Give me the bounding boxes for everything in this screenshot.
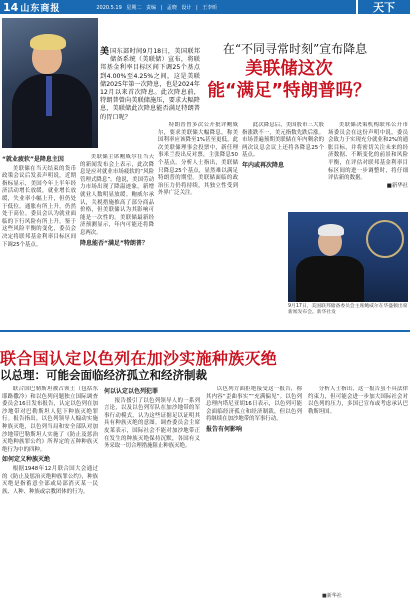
photo-seal-shape: [366, 220, 404, 258]
header-bar: [0, 0, 356, 14]
subhead-why-crime: 何以认定以色列犯罪: [104, 388, 159, 395]
photo-figure-body: [12, 74, 92, 148]
story1-column-1: [2, 154, 76, 326]
section-name: 山东商报: [20, 3, 61, 14]
column-text: 以色列方面拒绝接受这一报告，称其内容“歪曲事实”“充满偏见”。以色列总理内塔尼亚胡16日表示，以色列可能会面临经济孤立和经济制裁，但以色列将继续在加沙地带的军事行动。: [206, 386, 302, 423]
column-text: 报告援引了以色列领导人的一系列言论，以及以色列军队在加沙地带的军事行动模式，认为这些证据足以证明其具有种族灭绝的意图。调查委员会主席皮莱表示，国际社会不能对加沙地带正在发生的种族灭绝保持沉默，各国有义务采取一切合理措施阻止种族灭绝。: [104, 397, 200, 450]
section-divider: [0, 330, 410, 332]
story1-byline: ■新华社: [386, 182, 408, 189]
headline-line2: 能“满足”特朗普吗？: [207, 81, 371, 101]
subhead-impact: 报告有何影响: [206, 425, 243, 433]
photo-figure-hair: [30, 34, 66, 50]
photo-figure-body: [296, 256, 364, 302]
headline-line1: 美联储这次: [245, 59, 333, 79]
subhead-employment: “就业疲软”是降息主因: [2, 156, 64, 163]
story1-column-5: [328, 122, 408, 210]
powell-photo: [288, 212, 408, 302]
story2-column-2: [104, 386, 200, 596]
story1-column-3: [158, 122, 238, 326]
column-text: 美联储在当天结束的货币政策会议后发表声明说，近期指标显示，美国今年上半年经济活动增长放缓，就业增长放缓，失业率小幅上升，但仍处于低位。通胀有所上升，仍然处于高位。委员会认为就业面临的下行风险有所上升。鉴于这些风险平衡的变化，委员会决定将联邦基金利率目标区间下调25个基点。: [2, 165, 76, 248]
lead-text: 国东部时间9月18日，美国联邦储备系统（美联储）宣布，将联邦基金利率目标区间下调25个基点到4.00%至4.25%之间，这是美联储2025年第一次降息，也是2024年12月以来首次降息。此次降息前，特朗普曾向美联储施压，要求大幅降息，美联储此次降息能否满足特朗普的胃口呢？: [100, 48, 200, 121]
story1-kicker: 在“不同寻常时刻”宣布降息: [222, 42, 368, 56]
subhead-further-cuts: 年内或再次降息: [242, 161, 285, 169]
photo-figure-tie: [46, 76, 52, 116]
column-tag: 天下: [356, 0, 410, 14]
story1-headline: [168, 58, 410, 102]
story1-column-4: [242, 122, 324, 210]
photo-figure-hair: [318, 224, 344, 236]
story2-column-4: [308, 386, 408, 586]
story2-byline: ■新华社: [322, 593, 342, 599]
story2-subheadline: 以总理：可能会面临经济孤立和经济制裁: [0, 368, 207, 382]
column-text: 分析人士指出，这一报告虽不具法律约束力，但可能会进一步加大国际社会对以色列的压力，多国已宣布或考虑承认巴勒斯坦国。: [308, 386, 408, 415]
trump-photo: [2, 18, 98, 148]
page-number: 14: [3, 0, 19, 14]
column-text: 特朗普曾多次公开批评鲍威尔，要求美联储大幅降息，称美国利率应该降至1%甚至更低。此次美联储理事会投票中，新任理事米兰投出反对票，主张降息50个基点。分析人士指出，美联储只降息25个基点，显然难以满足特朗普的期望。美联储面临的政治压力仍将持续，其独立性受到外界广泛关注。: [158, 122, 238, 197]
column-text: 此次降息后，美国股市三大股指涨跌不一，美元指数先跌后涨。市场普遍预期美联储在年内剩余的两次议息会议上还将各降息25个基点。: [242, 122, 324, 159]
story2-column-3: [206, 386, 302, 596]
page-header: [0, 0, 410, 14]
story2-headline: 联合国认定以色列在加沙实施种族灭绝: [0, 349, 278, 368]
subhead-define-genocide: 如何定义种族灭绝: [2, 456, 51, 464]
story1-column-2: [80, 154, 154, 326]
column-text: 联合国巴勒斯坦被占领土（包括东耶路撒冷）和以色列问题独立国际调查委员会16日发布报告，认定以色列在加沙地带对巴勒斯坦人犯下种族灭绝罪行。报告指出，以色列领导人煽动实施种族灭绝，以色列当局和安全部队对加沙地带巴勒斯坦人实施了《防止及惩治灭绝种族罪公约》所界定的五种种族灭绝行为中的四种。: [2, 386, 98, 453]
powell-photo-caption: 9月17日，美国联邦储备委员会主席鲍威尔在华盛顿出席新闻发布会。新华社发: [288, 304, 408, 315]
column-text: 美联储主席鲍威尔在当天的新闻发布会上表示，此次降息是应对就业市场疲软的“风险管理式降息”。他说，美国劳动力市场出现了降温迹象，新增就业人数明显放缓。鲍威尔承认，关税措施推高了部分商品价格，但美联储认为其影响可能是一次性的。美联储最新经济预测显示，年内可能还将降息两次。: [80, 154, 154, 236]
lead-dropcap: 美: [100, 47, 110, 57]
issue-meta: 2020.5.19 星期二 责编 | 孟晓 设计 | 王李昕: [96, 4, 218, 11]
story2-column-1: [2, 386, 98, 596]
column-text: 美联储决策机构联邦公开市场委员会在这份声明中说，委员会致力于实现充分就业和2%的通胀目标，并将密切关注未来的经济数据、不断变化的前景和风险平衡，在评估对联邦基金利率目标区间的进一步调整时，将仔细评估新的数据。: [328, 122, 408, 182]
column-text: 根据1948年12月联合国大会通过的《防止及惩治灭绝种族罪公约》，种族灭绝是指蓄意全部或局部消灭某一民族、人种、种族或宗教团体的行为。: [2, 465, 98, 495]
subhead-satisfy: 降息能否“满足”特朗普？: [80, 239, 148, 247]
